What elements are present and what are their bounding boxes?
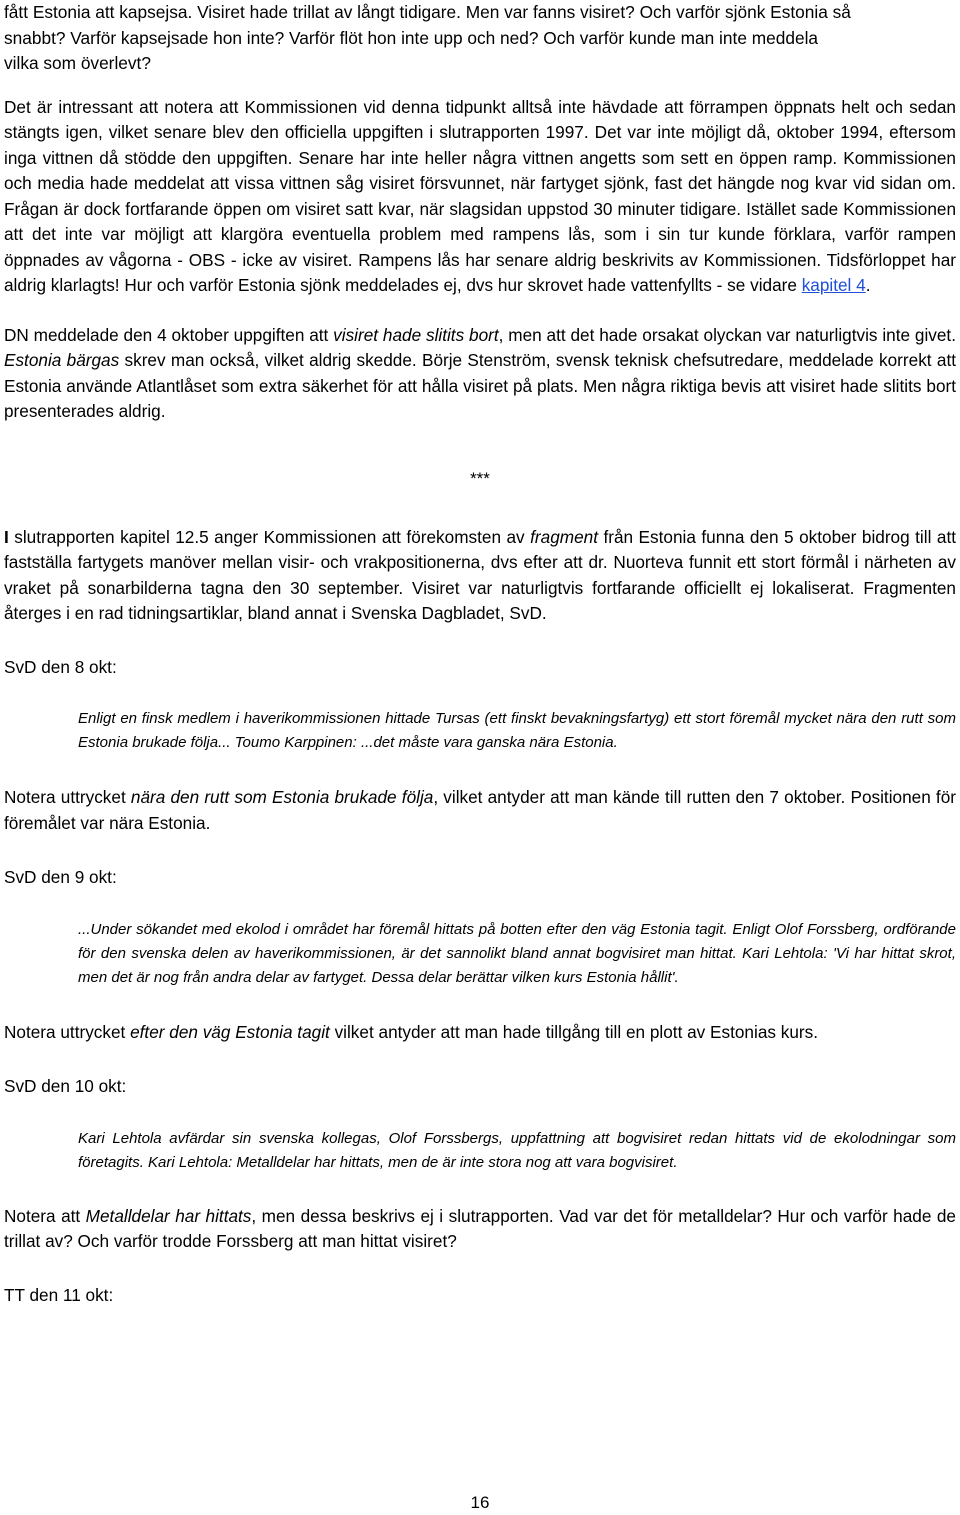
paragraph-course-note xyxy=(4,1020,956,1046)
paragraph-dn-part-1: DN meddelade den 4 oktober uppgiften att xyxy=(4,324,334,345)
paragraph-dn xyxy=(4,323,956,425)
paragraph-metal-emphasis: Metalldelar har hittats xyxy=(85,1205,252,1226)
paragraph-commission-text: Det är intressant att notera att Kommissionen vid denna tidpunkt alltså inte hävdade att förrampen öppnats helt och sedan stängts igen, vilket senare blev den officiella uppgiften i slutrapporten 1997. Det var inte möjligt då, oktober 1994, eftersom inga vittnen då stödde den uppgiften. Senare har inte heller några vittnen angetts som sett en öppen ramp. Kommissionen och media hade meddelat att vissa vittnen såg visiret försvunnet, när fartyget sjönk, fast det hängde nog kvar vid sidan om. Frågan är dock fortfarande öppen om visiret satt kvar, när slagsidan uppstod 30 minuter tidigare. Istället sade Kommissionen att det inte var möjligt att klargöra eventuella problem med rampens lås, som i sin tur kunde förklara, varför rampen öppnades av vågorna - OBS - icke av visiret. Rampens lås har senare aldrig beskrivits av Kommissionen. Tidsförloppet har aldrig klarlagts! Hur och varför Estonia sjönk meddelades ej, dvs hur skrovet hade vattenfyllts - se vidare xyxy=(4,96,956,296)
paragraph-dn-emphasis-2: Estonia bärgas xyxy=(4,350,120,371)
top-line-3: vilka som överlevt? xyxy=(4,53,151,74)
paragraph-metal-part-2: , men dessa beskrivs ej i slutrapporten. Vad var det för metalldelar? Hur och varför hade de trillat av? Och varför trodde Forssberg att man hittat visiret? xyxy=(4,1205,956,1252)
paragraph-dn-emphasis-1: visiret hade slitits bort xyxy=(333,324,499,345)
top-line-2: snabbt? Varför kapsejsade hon inte? Varför flöt hon inte upp och ned? Och varför kunde man inte meddela xyxy=(4,27,819,48)
paragraph-route-emphasis: nära den rutt som Estonia brukade följa xyxy=(130,787,434,808)
page-number: 16 xyxy=(470,1493,490,1512)
paragraph-route-note xyxy=(4,785,956,836)
top-line-1: fått Estonia att kapsejsa. Visiret hade trillat av långt tidigare. Men var fanns visiret? Och varför sjönk Estonia så xyxy=(4,2,851,22)
paragraph-route-part-1: Notera uttrycket xyxy=(4,787,131,808)
paragraph-fragments-emphasis: fragment xyxy=(530,526,598,547)
reference-svd-9: SvD den 9 okt: xyxy=(4,867,117,888)
chapter-4-link[interactable]: kapitel 4 xyxy=(801,275,866,296)
paragraph-dn-part-3: skrev man också, vilket aldrig skedde. Börje Stenström, svensk teknisk chefsutredare, meddelade korrekt att Estonia använde Atlantlåset som extra säkerhet för att hålla visiret på plats. Men några riktiga bevis att visiret hade slitits bort presenterades aldrig. xyxy=(4,350,956,422)
paragraph-route-part-2: , vilket antyder att man kände till rutten den 7 oktober. Positionen för föremålet var nära Estonia. xyxy=(4,787,956,833)
paragraph-fragments-part-1: slutrapporten kapitel 12.5 anger Kommissionen att förekomsten av xyxy=(8,526,531,547)
paragraph-dn-part-2: , men att det hade orsakat olyckan var naturligtvis inte givet. xyxy=(498,324,956,345)
paragraph-course-part-2: vilket antyder att man hade tillgång till en plott av Estonias kurs. xyxy=(329,1021,818,1042)
paragraph-commission xyxy=(4,95,956,299)
paragraph-course-emphasis: efter den väg Estonia tagit xyxy=(130,1021,330,1042)
paragraph-course-part-1: Notera uttrycket xyxy=(4,1021,131,1042)
paragraph-fragments-initial: I xyxy=(4,526,9,547)
reference-svd-8: SvD den 8 okt: xyxy=(4,656,117,677)
paragraph-metal-part-1: Notera att xyxy=(4,1205,86,1226)
paragraph-fragments-part-2: från Estonia funna den 5 oktober bidrog till att fastställa fartygets manöver mellan visir- och vrakpositionerna, dvs efter att dr. Nuorteva funnit ett stort förmål i närheten av vraket på sonarbilderna tagna den 30 september. Visiret var naturligtvis fortfarande officiellt ej lokaliserat. Fragmenten återges i en rad tidningsartiklar, bland annat i Svenska Dagbladet, SvD. xyxy=(4,526,956,624)
document-page xyxy=(4,0,956,1308)
paragraph-commission-end: . xyxy=(865,275,871,296)
reference-tt-11: TT den 11 okt: xyxy=(4,1284,114,1305)
quote-svd-9: ...Under sökandet med ekolod i området har föremål hittats på botten efter den väg Estonia tagit. Enligt Olof Forssberg, ordförande för den svenska delen av haverikommissionen, är det sannolikt bland annat bogvisiret man hittat. Kari Lehtola: 'Vi har hittat skrot, men det är nog från andra delar av fartyget. Dessa delar berättar vilken kurs Estonia hållit'. xyxy=(78,920,956,986)
paragraph-metal-note xyxy=(4,1204,956,1255)
section-separator: *** xyxy=(470,468,490,488)
reference-svd-10: SvD den 10 okt: xyxy=(4,1076,127,1097)
quote-svd-10: Kari Lehtola avfärdar sin svenska kollegas, Olof Forssbergs, uppfattning att bogvisiret redan hittats vid de ekolodningar som företagits. Kari Lehtola: Metalldelar har hittats, men de är inte stora nog att vara bogvisiret. xyxy=(78,1129,956,1171)
quote-svd-8: Enligt en finsk medlem i haverikommissionen hittade Tursas (ett finskt bevakningsfartyg) ett stort föremål mycket nära den rutt som Estonia brukade följa... Toumo Karppinen: ...det måste vara ganska nära Estonia. xyxy=(78,710,956,752)
paragraph-fragments xyxy=(4,525,956,627)
